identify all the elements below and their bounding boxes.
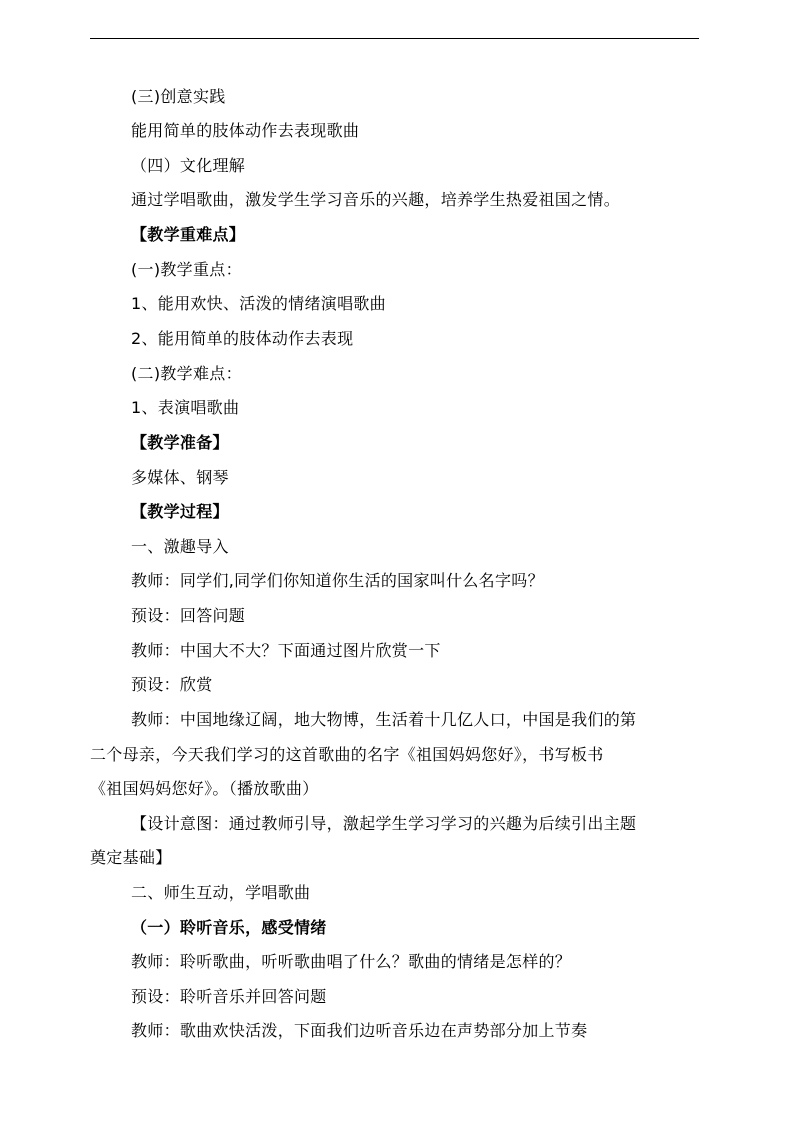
section-heading: 【教学过程】: [131, 502, 229, 521]
text-line: (二)教学难点：: [131, 364, 242, 383]
text-line: 二个母亲，今天我们学习的这首歌曲的名字《祖国妈妈您好》，书写板书: [90, 745, 604, 764]
text-line: 《祖国妈妈您好》。（播放歌曲）: [90, 779, 319, 798]
text-line: 2、能用简单的肢体动作去表现: [131, 329, 354, 348]
text-line: 通过学唱歌曲，激发学生学习音乐的兴趣，培养学生热爱祖国之情。: [131, 190, 621, 209]
subsection-heading: （一）聆听音乐，感受情绪: [131, 918, 327, 937]
text-line: 多媒体、钢琴: [131, 468, 229, 487]
text-line: 奠定基础】: [90, 848, 172, 867]
text-line: 1、表演唱歌曲: [131, 398, 240, 417]
text-line: 教师：中国地缘辽阔，地大物博，生活着十几亿人口，中国是我们的第: [131, 710, 637, 729]
text-line: 一、激趣导入: [131, 537, 229, 556]
section-heading: 【教学重难点】: [131, 225, 246, 244]
text-line: 教师：同学们,同学们你知道你生活的国家叫什么名字吗？: [131, 571, 544, 590]
text-line: 预设：欣赏: [131, 675, 213, 694]
text-line: (一)教学重点：: [131, 260, 242, 279]
text-line: 教师：中国大不大？下面通过图片欣赏一下: [131, 641, 441, 660]
section-heading: 【教学准备】: [131, 433, 229, 452]
text-line: 能用简单的肢体动作去表现歌曲: [131, 121, 360, 140]
text-line: 【设计意图：通过教师引导，激起学生学习学习的兴趣为后续引出主题: [131, 814, 637, 833]
text-line: 二、师生互动，学唱歌曲: [131, 883, 311, 902]
text-line: （四）文化理解: [131, 156, 246, 175]
text-line: 1、能用欢快、活泼的情绪演唱歌曲: [131, 294, 386, 313]
text-line: 教师：歌曲欢快活泼，下面我们边听音乐边在声势部分加上节奏: [131, 1021, 588, 1040]
text-line: 教师：聆听歌曲，听听歌曲唱了什么？歌曲的情绪是怎样的？: [131, 952, 572, 971]
text-line: (三)创意实践: [131, 87, 226, 106]
text-line: 预设：聆听音乐并回答问题: [131, 987, 327, 1006]
text-line: 预设：回答问题: [131, 606, 246, 625]
